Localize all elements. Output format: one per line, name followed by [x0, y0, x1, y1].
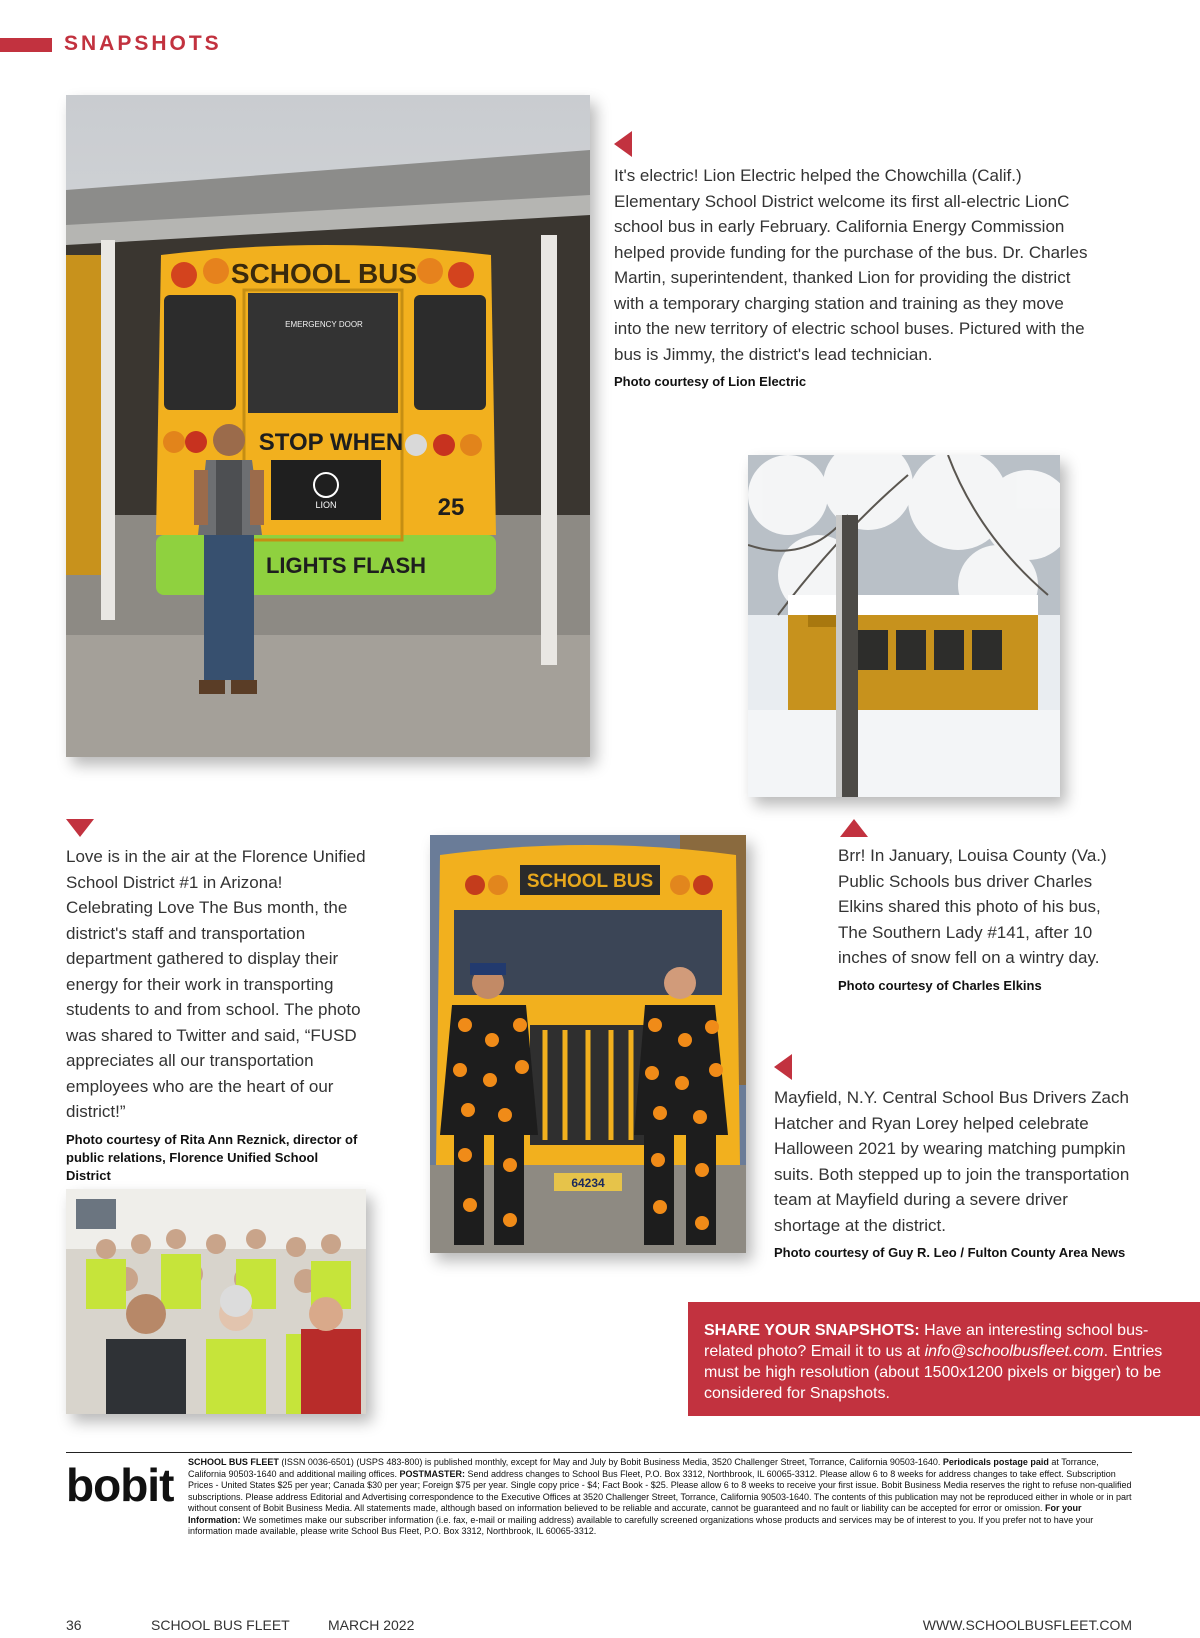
masthead-text-2: at Torrance, California 90503-1640 and additional mailing offices.	[188, 1457, 1099, 1479]
masthead-fine-print	[188, 1457, 1132, 1538]
florence-caption: Love is in the air at the Florence Unified School District #1 in Arizona! Celebrating Love The Bus month, the district's staff and transportation department gathered to display their energy for their work in transporting students to and from school. The photo was shared to Twitter and said, “FUSD appreciates all our transportation employees who are the heart of our district!”	[66, 847, 366, 1121]
mayfield-photo-credit: Photo courtesy of Guy R. Leo / Fulton County Area News	[774, 1245, 1126, 1260]
caption-pointer-left	[614, 131, 632, 157]
bus-number-text: 25	[437, 494, 465, 521]
florence-group-photo	[66, 1189, 366, 1414]
masthead-postmaster: POSTMASTER:	[399, 1468, 465, 1479]
share-text-1: Have an interesting school bus-related photo? Email it to us at	[704, 1322, 1149, 1360]
page-number: 36	[66, 1617, 82, 1633]
masthead-for-info: For your Information:	[188, 1503, 1082, 1525]
masthead-text-1: (ISSN 0036-6501) (USPS 483-800) is published monthly, except for May and July by Bobit Business Media, 3520 Challenger Street, Torrance, California 90503-1640.	[278, 1457, 943, 1467]
louisa-caption-block	[838, 843, 1128, 995]
section-title: SNAPSHOTS	[64, 32, 222, 55]
louisa-caption: Brr! In January, Louisa County (Va.) Public Schools bus driver Charles Elkins shared this photo of his bus, The Southern Lady #141, after 10 inches of snow fell on a wintry day.	[838, 846, 1107, 967]
bobit-logo: bobit	[66, 1459, 174, 1511]
section-accent-bar	[0, 38, 52, 52]
mayfield-caption-block	[774, 1085, 1134, 1262]
share-snapshots-box	[688, 1302, 1200, 1416]
caption-pointer-up	[840, 819, 868, 837]
masthead-text-3: Send address changes to School Bus Fleet, P.O. Box 3312, Northbrook, IL 60065-3312. Please allow 6 to 8 weeks for address changes to take effect. Subscription Prices - United States $25 per year; Canada $30 per year; Foreign $75 per year. Single copy price - $4; Fact Book - $25. Please allow 6 to 8 weeks to receive your first issue. Bobit Business Media reserves the right to refuse non-qualified subscriptions. Please address Editorial and Advertising correspondence to the Executive Offices at 3520 Challenger Street, Torrance, California 90503-1640. The contents of this publication may not be reproduced either in whole or in part without consent of Bobit Business Media. All statements made, although based on information believed to be reliable and accurate, cannot be guaranteed and no fault or liability can be accepted for error or omission.	[188, 1468, 1132, 1513]
share-email-link[interactable]: info@schoolbusfleet.com	[924, 1343, 1104, 1360]
masthead-divider	[66, 1452, 1132, 1453]
bus-school-bus-text: SCHOOL BUS	[230, 258, 418, 289]
masthead-pub-name: SCHOOL BUS FLEET	[188, 1457, 279, 1467]
footer-issue-date: MARCH 2022	[328, 1617, 415, 1633]
bus-stop-when-text: STOP WHEN	[258, 429, 404, 456]
caption-pointer-down	[66, 819, 94, 837]
bus-lights-flash-text: LIGHTS FLASH	[265, 553, 427, 578]
florence-photo-credit: Photo courtesy of Rita Ann Reznick, director of public relations, Florence Unified School District	[66, 1131, 358, 1183]
share-text-2: . Entries must be high resolution (about 1500x1200 pixels or bigger) to be considered for Snapshots.	[704, 1343, 1163, 1402]
mayfield-bus-sign-text: SCHOOL BUS	[526, 871, 654, 892]
lion-caption: It's electric! Lion Electric helped the Chowchilla (Calif.) Elementary School District welcome its first all-electric LionC school bus in early February. California Energy Commission helped provide funding for the purchase of the bus. Dr. Charles Martin, superintendent, thanked Lion for providing the district with a temporary charging station and training as they move into the new territory of electric school buses. Pictured with the bus is Jimmy, the district's lead technician.	[614, 166, 1088, 364]
mayfield-pumpkin-suits-photo	[430, 835, 746, 1253]
share-heading: SHARE YOUR SNAPSHOTS:	[704, 1322, 920, 1339]
bus-emergency-door-text: EMERGENCY DOOR	[285, 320, 363, 329]
mayfield-license-plate-text: 64234	[571, 1176, 605, 1190]
masthead-text-4: We sometimes make our subscriber information (i.e. fax, e-mail or mailing address) available to carefully screened organizations whose products and services may be of interest to you. If you prefer not to have your information made available, please write School Bus Fleet, P.O. Box 3312, Northbrook, IL 60065-3312.	[188, 1514, 1094, 1536]
footer-magazine-name: SCHOOL BUS FLEET	[151, 1617, 290, 1633]
lion-electric-bus-photo	[66, 95, 590, 757]
mayfield-caption: Mayfield, N.Y. Central School Bus Drivers Zach Hatcher and Ryan Lorey helped celebrate Halloween 2021 by wearing matching pumpkin suits. Both stepped up to join the transportation team at Mayfield during a severe driver shortage at the district.	[774, 1088, 1130, 1235]
bus-lion-logo-text: LION	[315, 500, 337, 510]
caption-pointer-left	[774, 1054, 792, 1080]
florence-caption-block	[66, 844, 366, 1185]
lion-photo-credit: Photo courtesy of Lion Electric	[614, 374, 807, 389]
masthead-periodicals: Periodicals postage paid	[942, 1457, 1049, 1467]
footer-website-link[interactable]: WWW.SCHOOLBUSFLEET.COM	[922, 1617, 1132, 1633]
louisa-photo-credit: Photo courtesy of Charles Elkins	[838, 977, 1042, 993]
lion-caption-block	[614, 163, 1094, 391]
snow-bus-photo	[748, 455, 1060, 797]
